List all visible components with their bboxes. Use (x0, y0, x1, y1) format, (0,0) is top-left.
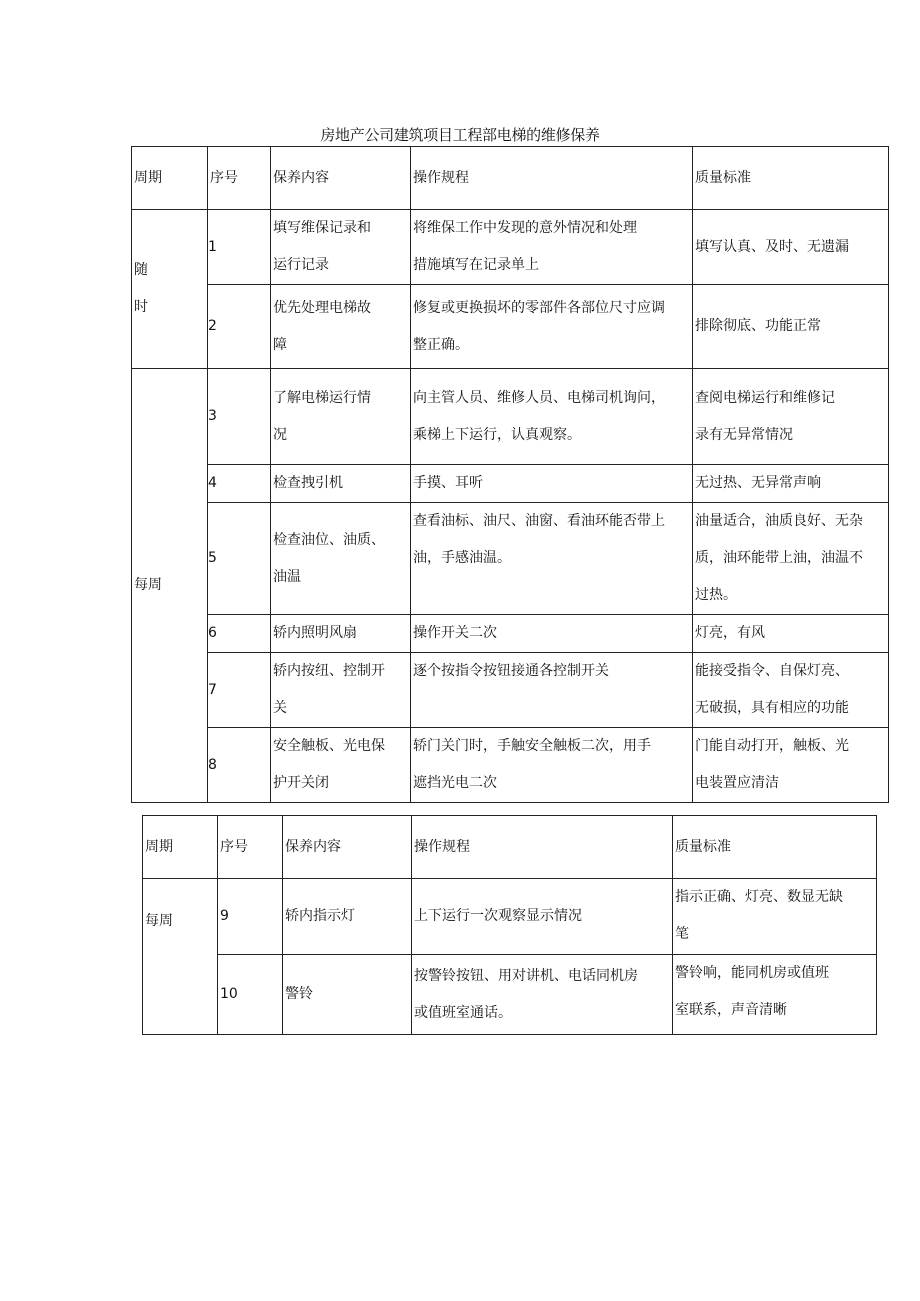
standard-cell (693, 653, 889, 728)
seq-cell: 4 (208, 465, 271, 503)
procedure-cell: 逐个按指令按钮接通各控制开关 (411, 653, 693, 728)
header-period: 周期 (143, 816, 218, 879)
cell-line: 向主管人员、维修人员、电梯司机询问， (413, 389, 665, 406)
cell-line: 运行记录 (273, 257, 329, 273)
cell-line: 能接受指令、自保灯亮、 (695, 663, 849, 679)
standard-cell (673, 879, 877, 955)
cell-line: 修复或更换损坏的零部件各部位尺寸应调 (413, 299, 665, 316)
cell-line: 轿内按纽、控制开 (273, 663, 385, 679)
procedure-cell (411, 728, 693, 803)
standard-cell (693, 369, 889, 465)
procedure-cell: 手摸、耳听 (411, 465, 693, 503)
table-row (143, 879, 877, 955)
cell-line: 油温 (273, 568, 301, 585)
header-seq: 序号 (218, 816, 283, 879)
cell-line: 整正确。 (413, 336, 469, 353)
cell-line: 查阅电梯运行和维修记 (695, 389, 835, 406)
procedure-cell (411, 210, 693, 285)
procedure-cell (411, 369, 693, 465)
table-header-row (132, 147, 889, 210)
cell-line: 过热。 (695, 587, 737, 603)
cell-line: 优先处理电梯故 (273, 299, 371, 316)
cell-line: 措施填写在记录单上 (413, 257, 539, 273)
cell-line: 了解电梯运行情 (273, 389, 371, 406)
header-period: 周期 (132, 147, 208, 210)
procedure-cell (412, 955, 673, 1035)
standard-cell: 填写认真、及时、无遗漏 (693, 210, 889, 285)
table-row (132, 465, 889, 503)
cell-line: 无破损，具有相应的功能 (695, 700, 849, 716)
period-cell-anytime (132, 210, 208, 369)
cell-line: 检查油位、油质、 (273, 531, 385, 548)
cell-line: 油，手感油温。 (413, 550, 511, 566)
procedure-cell (411, 285, 693, 369)
seq-cell: 7 (208, 653, 271, 728)
document-title: 房地产公司建筑项目工程部电梯的维修保养 (320, 126, 600, 144)
cell-line: 填写维保记录和 (273, 220, 371, 236)
cell-line: 门能自动打开，触板、光 (695, 738, 849, 754)
standard-cell (673, 955, 877, 1035)
cell-line: 将维保工作中发现的意外情况和处理 (413, 220, 637, 236)
content-cell (271, 285, 411, 369)
content-cell: 检查拽引机 (271, 465, 411, 503)
content-cell (271, 503, 411, 615)
cell-line: 警铃响，能同机房或值班 (675, 965, 829, 981)
content-cell: 警铃 (283, 955, 412, 1035)
period-line: 随 (134, 262, 148, 278)
content-cell (271, 653, 411, 728)
cell-line: 指示正确、灯亮、数显无缺 (675, 889, 843, 905)
table-row (132, 728, 889, 803)
procedure-cell: 上下运行一次观察显示情况 (412, 879, 673, 955)
standard-cell: 排除彻底、功能正常 (693, 285, 889, 369)
maintenance-table-1 (131, 146, 889, 803)
cell-line: 质，油环能带上油，油温不 (695, 550, 863, 566)
cell-line: 录有无异常情况 (695, 426, 793, 443)
seq-cell: 10 (218, 955, 283, 1035)
cell-line: 乘梯上下运行，认真观察。 (413, 426, 581, 443)
content-cell: 轿内照明风扇 (271, 615, 411, 653)
cell-line: 轿门关门时，手触安全触板二次，用手 (413, 738, 651, 754)
cell-line: 或值班室通话。 (414, 1004, 512, 1021)
cell-line: 关 (273, 700, 287, 716)
seq-cell: 9 (218, 879, 283, 955)
cell-line: 障 (273, 336, 287, 353)
table-row (143, 955, 877, 1035)
header-content: 保养内容 (271, 147, 411, 210)
maintenance-table-2 (142, 815, 877, 1035)
seq-cell: 3 (208, 369, 271, 465)
table-row (132, 503, 889, 615)
header-seq: 序号 (208, 147, 271, 210)
table-row (132, 369, 889, 465)
seq-cell: 2 (208, 285, 271, 369)
table-row (132, 653, 889, 728)
cell-line: 室联系，声音清晰 (675, 1002, 787, 1018)
header-standard: 质量标准 (693, 147, 889, 210)
table-row (132, 285, 889, 369)
period-line: 时 (134, 299, 148, 315)
cell-line: 电装置应清洁 (695, 775, 779, 791)
cell-line: 护开关闭 (273, 775, 329, 791)
header-procedure: 操作规程 (411, 147, 693, 210)
period-cell-weekly: 每周 (132, 369, 208, 803)
content-cell (271, 369, 411, 465)
content-cell: 轿内指示灯 (283, 879, 412, 955)
period-cell-weekly: 每周 (143, 879, 218, 1035)
table-row (132, 615, 889, 653)
procedure-cell: 操作开关二次 (411, 615, 693, 653)
standard-cell: 灯亮，有风 (693, 615, 889, 653)
content-cell (271, 728, 411, 803)
seq-cell: 1 (208, 210, 271, 285)
seq-cell: 6 (208, 615, 271, 653)
cell-line: 油量适合，油质良好、无杂 (695, 513, 863, 529)
seq-cell: 8 (208, 728, 271, 803)
table-header-row (143, 816, 877, 879)
cell-line: 安全触板、光电保 (273, 738, 385, 754)
standard-cell (693, 503, 889, 615)
content-cell (271, 210, 411, 285)
cell-line: 查看油标、油尺、油窗、看油环能否带上 (413, 513, 665, 529)
seq-cell: 5 (208, 503, 271, 615)
standard-cell (693, 728, 889, 803)
procedure-cell (411, 503, 693, 615)
cell-line: 况 (273, 426, 287, 443)
table-row (132, 210, 889, 285)
header-standard: 质量标准 (673, 816, 877, 879)
standard-cell: 无过热、无异常声响 (693, 465, 889, 503)
cell-line: 按警铃按钮、用对讲机、电话同机房 (414, 967, 638, 984)
cell-line: 遮挡光电二次 (413, 775, 497, 791)
header-procedure: 操作规程 (412, 816, 673, 879)
header-content: 保养内容 (283, 816, 412, 879)
cell-line: 笔 (675, 926, 689, 942)
